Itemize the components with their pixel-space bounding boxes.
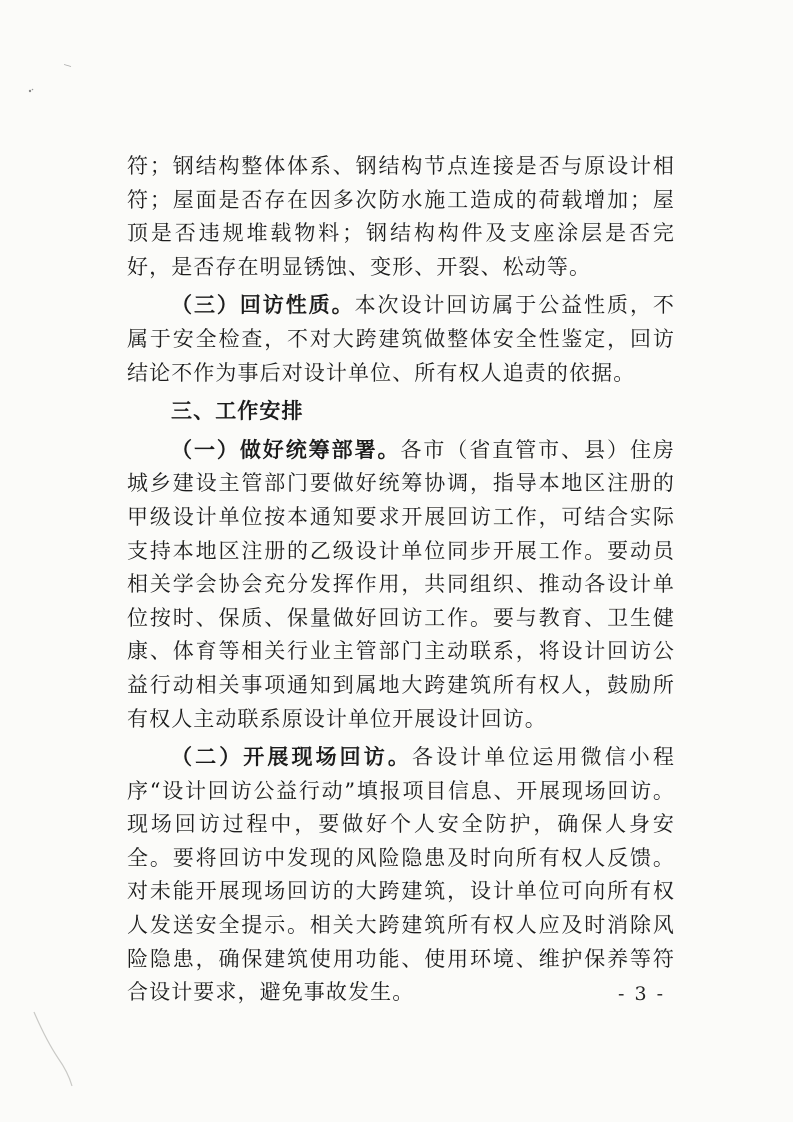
- scan-edge-curve: [28, 1010, 78, 1090]
- paragraph-lead-heading: （一）做好统筹部署。: [171, 437, 401, 462]
- paragraph-lead-heading: （二）开展现场回访。: [171, 745, 412, 770]
- page-number: - 3 -: [618, 983, 666, 1005]
- paragraph-body-text: 各设计单位运用微信小程序“设计回访公益行动”填报项目信息、开展现场回访。现场回访过程中，要做好个人安全防护，确保人身安全。要将回访中发现的风险隐患及时向所有权人反馈。对未能开展现场回访的大跨建筑，设计单位可向所有权人发送安全提示。相关大跨建筑所有权人应及时消除风险隐患，确保建筑使用功能、使用环境、维护保养等符合设计要求，避免事故发生。: [127, 745, 675, 1005]
- paragraph-continuation: 符；钢结构整体体系、钢结构节点连接是否与原设计相符；屋面是否存在因多次防水施工造成的荷载增加；屋顶是否违规堆载物料；钢结构构件及支座涂层是否完好，是否存在明显锈蚀、变形、开裂、松动等。: [127, 154, 675, 279]
- scan-speck-mark: [28, 88, 34, 94]
- paragraph-site-visit: [127, 741, 675, 1010]
- scan-tick-mark: [64, 64, 72, 67]
- paragraph-visit-nature: [127, 289, 675, 390]
- document-body: [127, 150, 675, 1010]
- paragraph-lead-heading: （三）回访性质。: [171, 293, 355, 318]
- paragraph-coordination: [127, 434, 675, 736]
- paragraph-body-text: 本次设计回访属于公益性质，不属于安全检查，不对大跨建筑做整体安全性鉴定，回访结论不作为事后对设计单位、所有权人追责的依据。: [127, 293, 675, 385]
- paragraph-body-text: 各市（省直管市、县）住房城乡建设主管部门要做好统筹协调，指导本地区注册的甲级设计单位按本通知要求开展回访工作，可结合实际支持本地区注册的乙级设计单位同步开展工作。要动员相关学会协会充分发挥作用，共同组织、推动各设计单位按时、保质、保量做好回访工作。要与教育、卫生健康、体育等相关行业主管部门主动联系，将设计回访公益行动相关事项通知到属地大跨建筑所有权人，鼓励所有权人主动联系原设计单位开展设计回访。: [127, 437, 676, 731]
- section-heading: 三、工作安排: [171, 399, 304, 424]
